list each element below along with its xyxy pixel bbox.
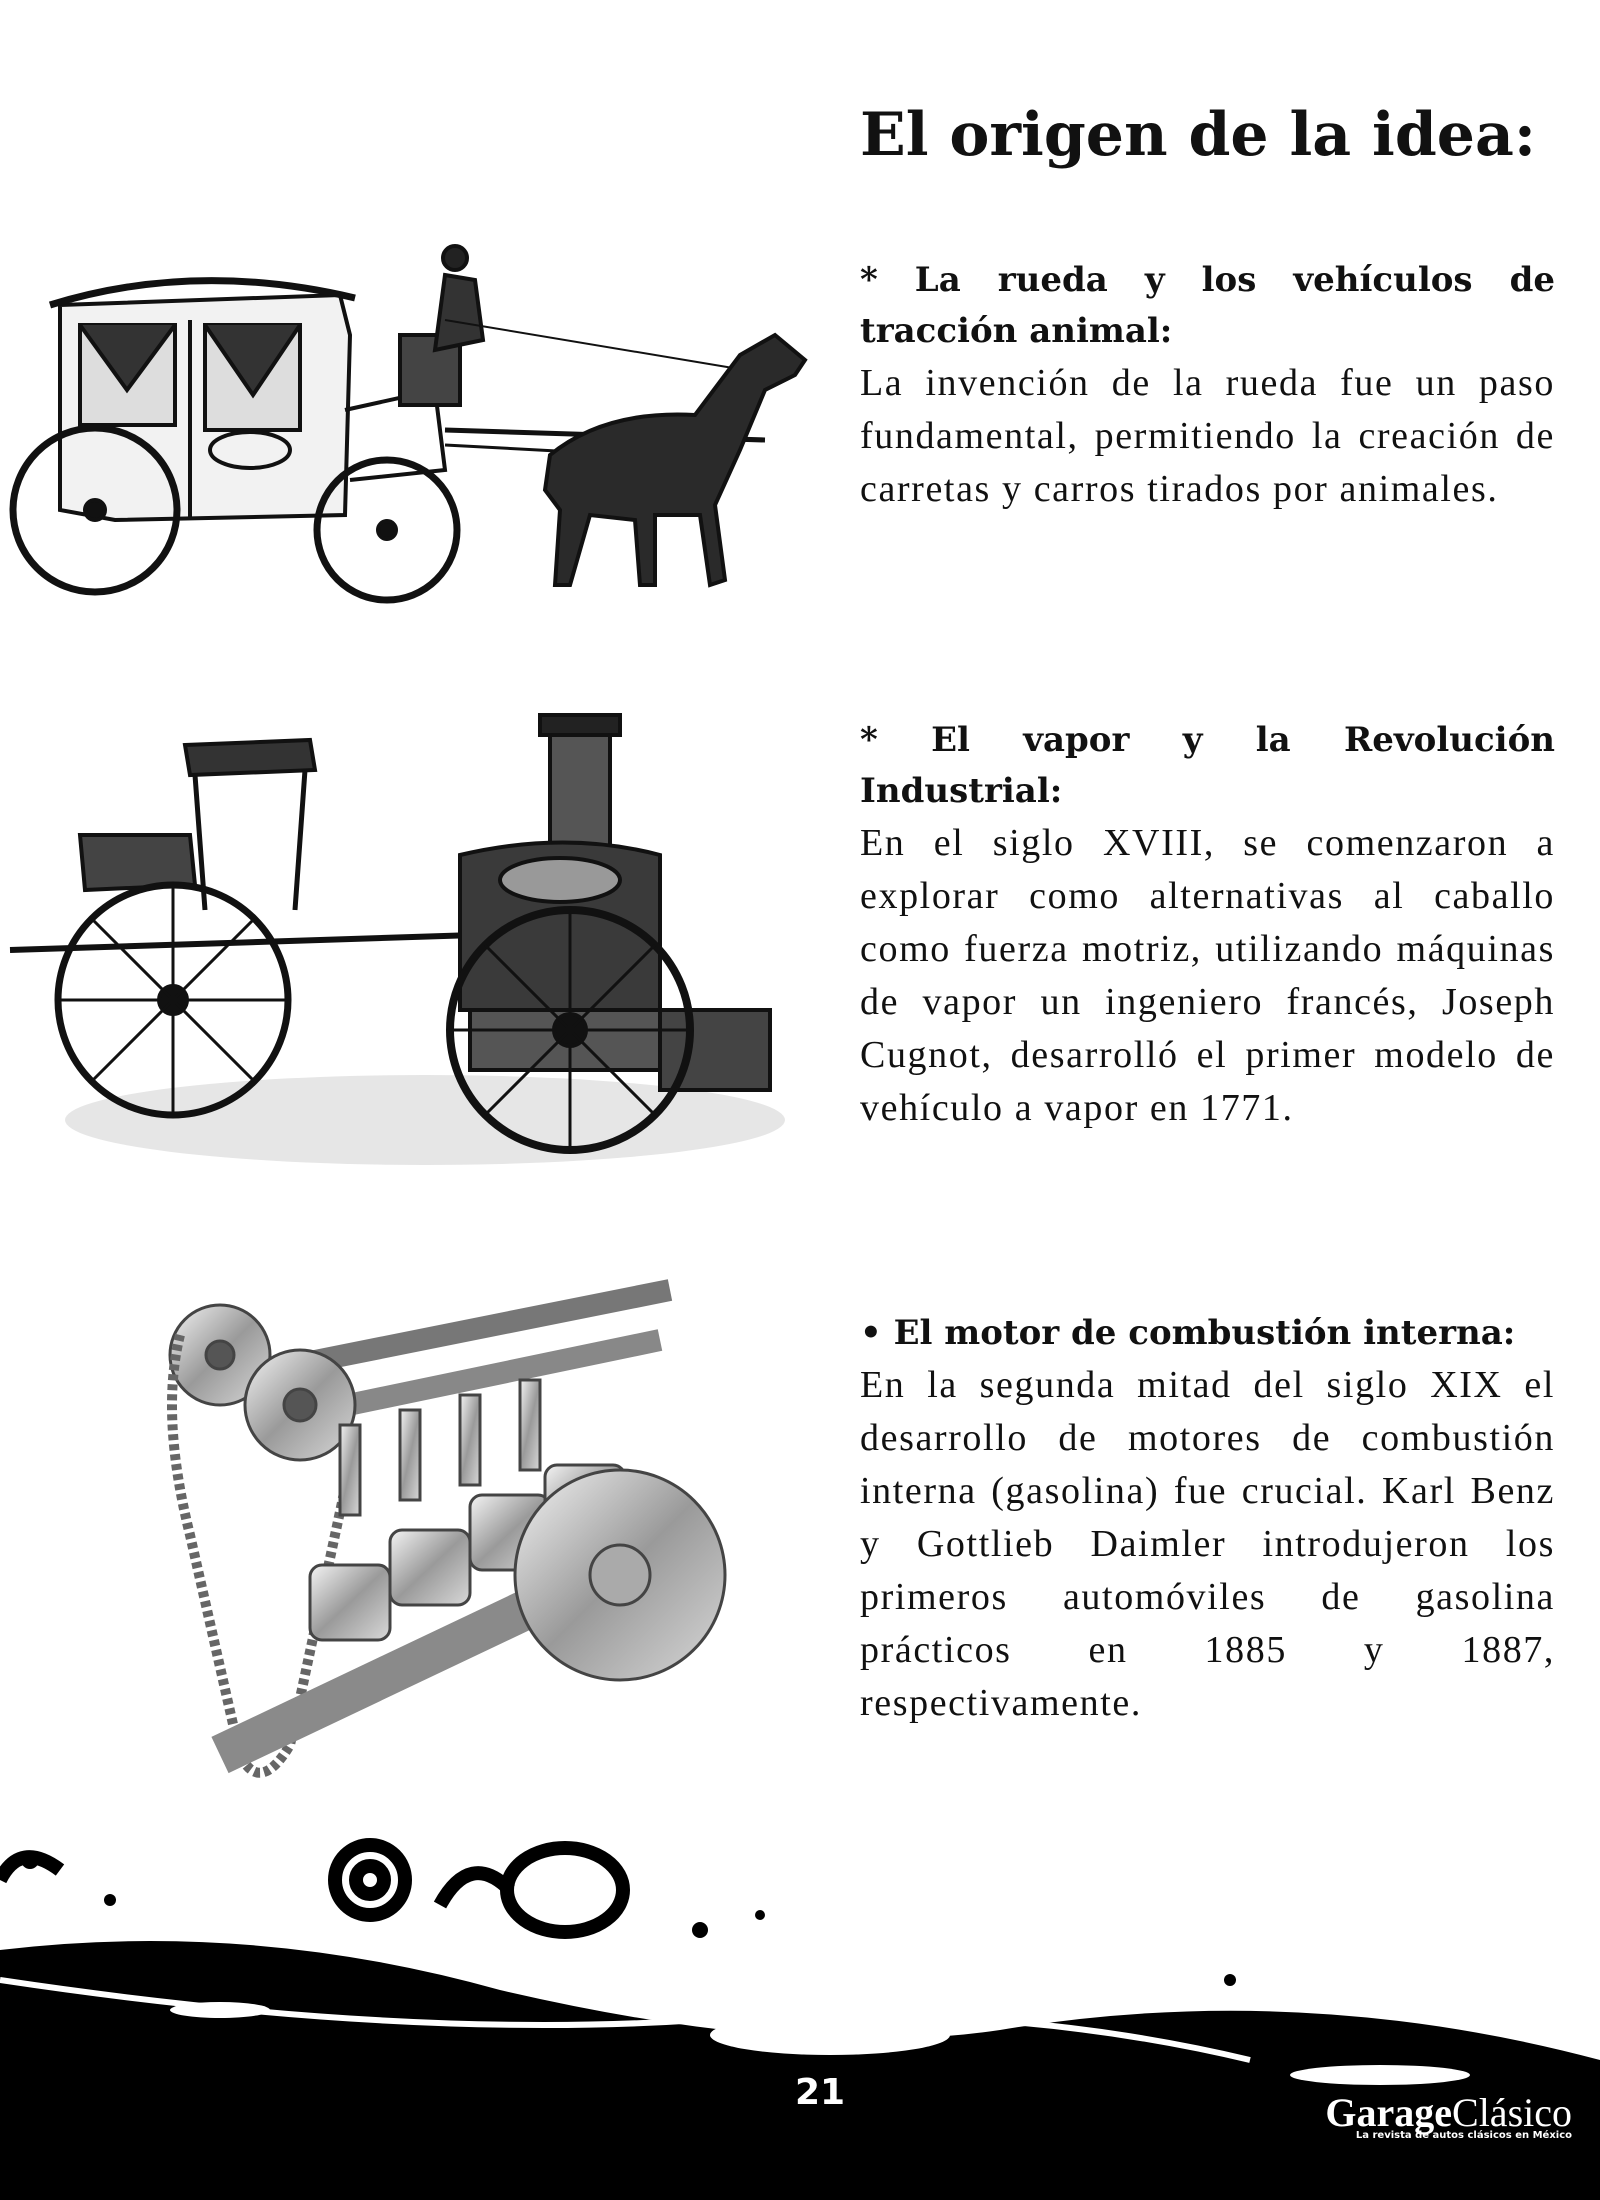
page-number: 21 (794, 2072, 846, 2113)
brand-name-bold: Garage (1325, 2090, 1453, 2135)
combustion-engine-illustration (150, 1275, 730, 1815)
footer-swirl-decoration (0, 1830, 1600, 2200)
section-body: En el siglo XVIII, se comenzaron a explorar como alternativas al caballo como fuerza motriz, utilizando máquinas de vapor un ingeniero francés, Joseph Cugnot, desarrolló el primer modelo de vehículo a vapor en 1771. (860, 822, 1555, 1129)
section-heading: • El motor de combustión interna: (860, 1313, 1516, 1353)
section-heading: * El vapor y la Revolución Industrial: (860, 720, 1555, 811)
brand-name (1292, 2092, 1572, 2134)
brand-logo (1292, 2092, 1572, 2141)
brand-name-regular: Clásico (1452, 2090, 1572, 2135)
steam-vehicle-illustration (5, 710, 795, 1180)
page-title: El origen de la idea: (860, 100, 1536, 170)
section-body: En la segunda mitad del siglo XIX el desarrollo de motores de combustión interna (gasolina) fue crucial. Karl Benz y Gottlieb Daimler introdujeron los primeros automóviles de gasolina prácticos en 1885 y 1887, respectivamente. (860, 1364, 1555, 1724)
brand-tagline: La revista de autos clásicos en México (1355, 2130, 1572, 2141)
section-wheel (860, 255, 1555, 516)
horse-carriage-illustration (5, 240, 845, 610)
section-body: La invención de la rueda fue un paso fundamental, permitiendo la creación de carretas y carros tirados por animales. (860, 362, 1555, 510)
section-steam (860, 715, 1555, 1135)
section-heading: * La rueda y los vehículos de tracción animal: (860, 260, 1555, 351)
section-combustion (860, 1308, 1555, 1730)
